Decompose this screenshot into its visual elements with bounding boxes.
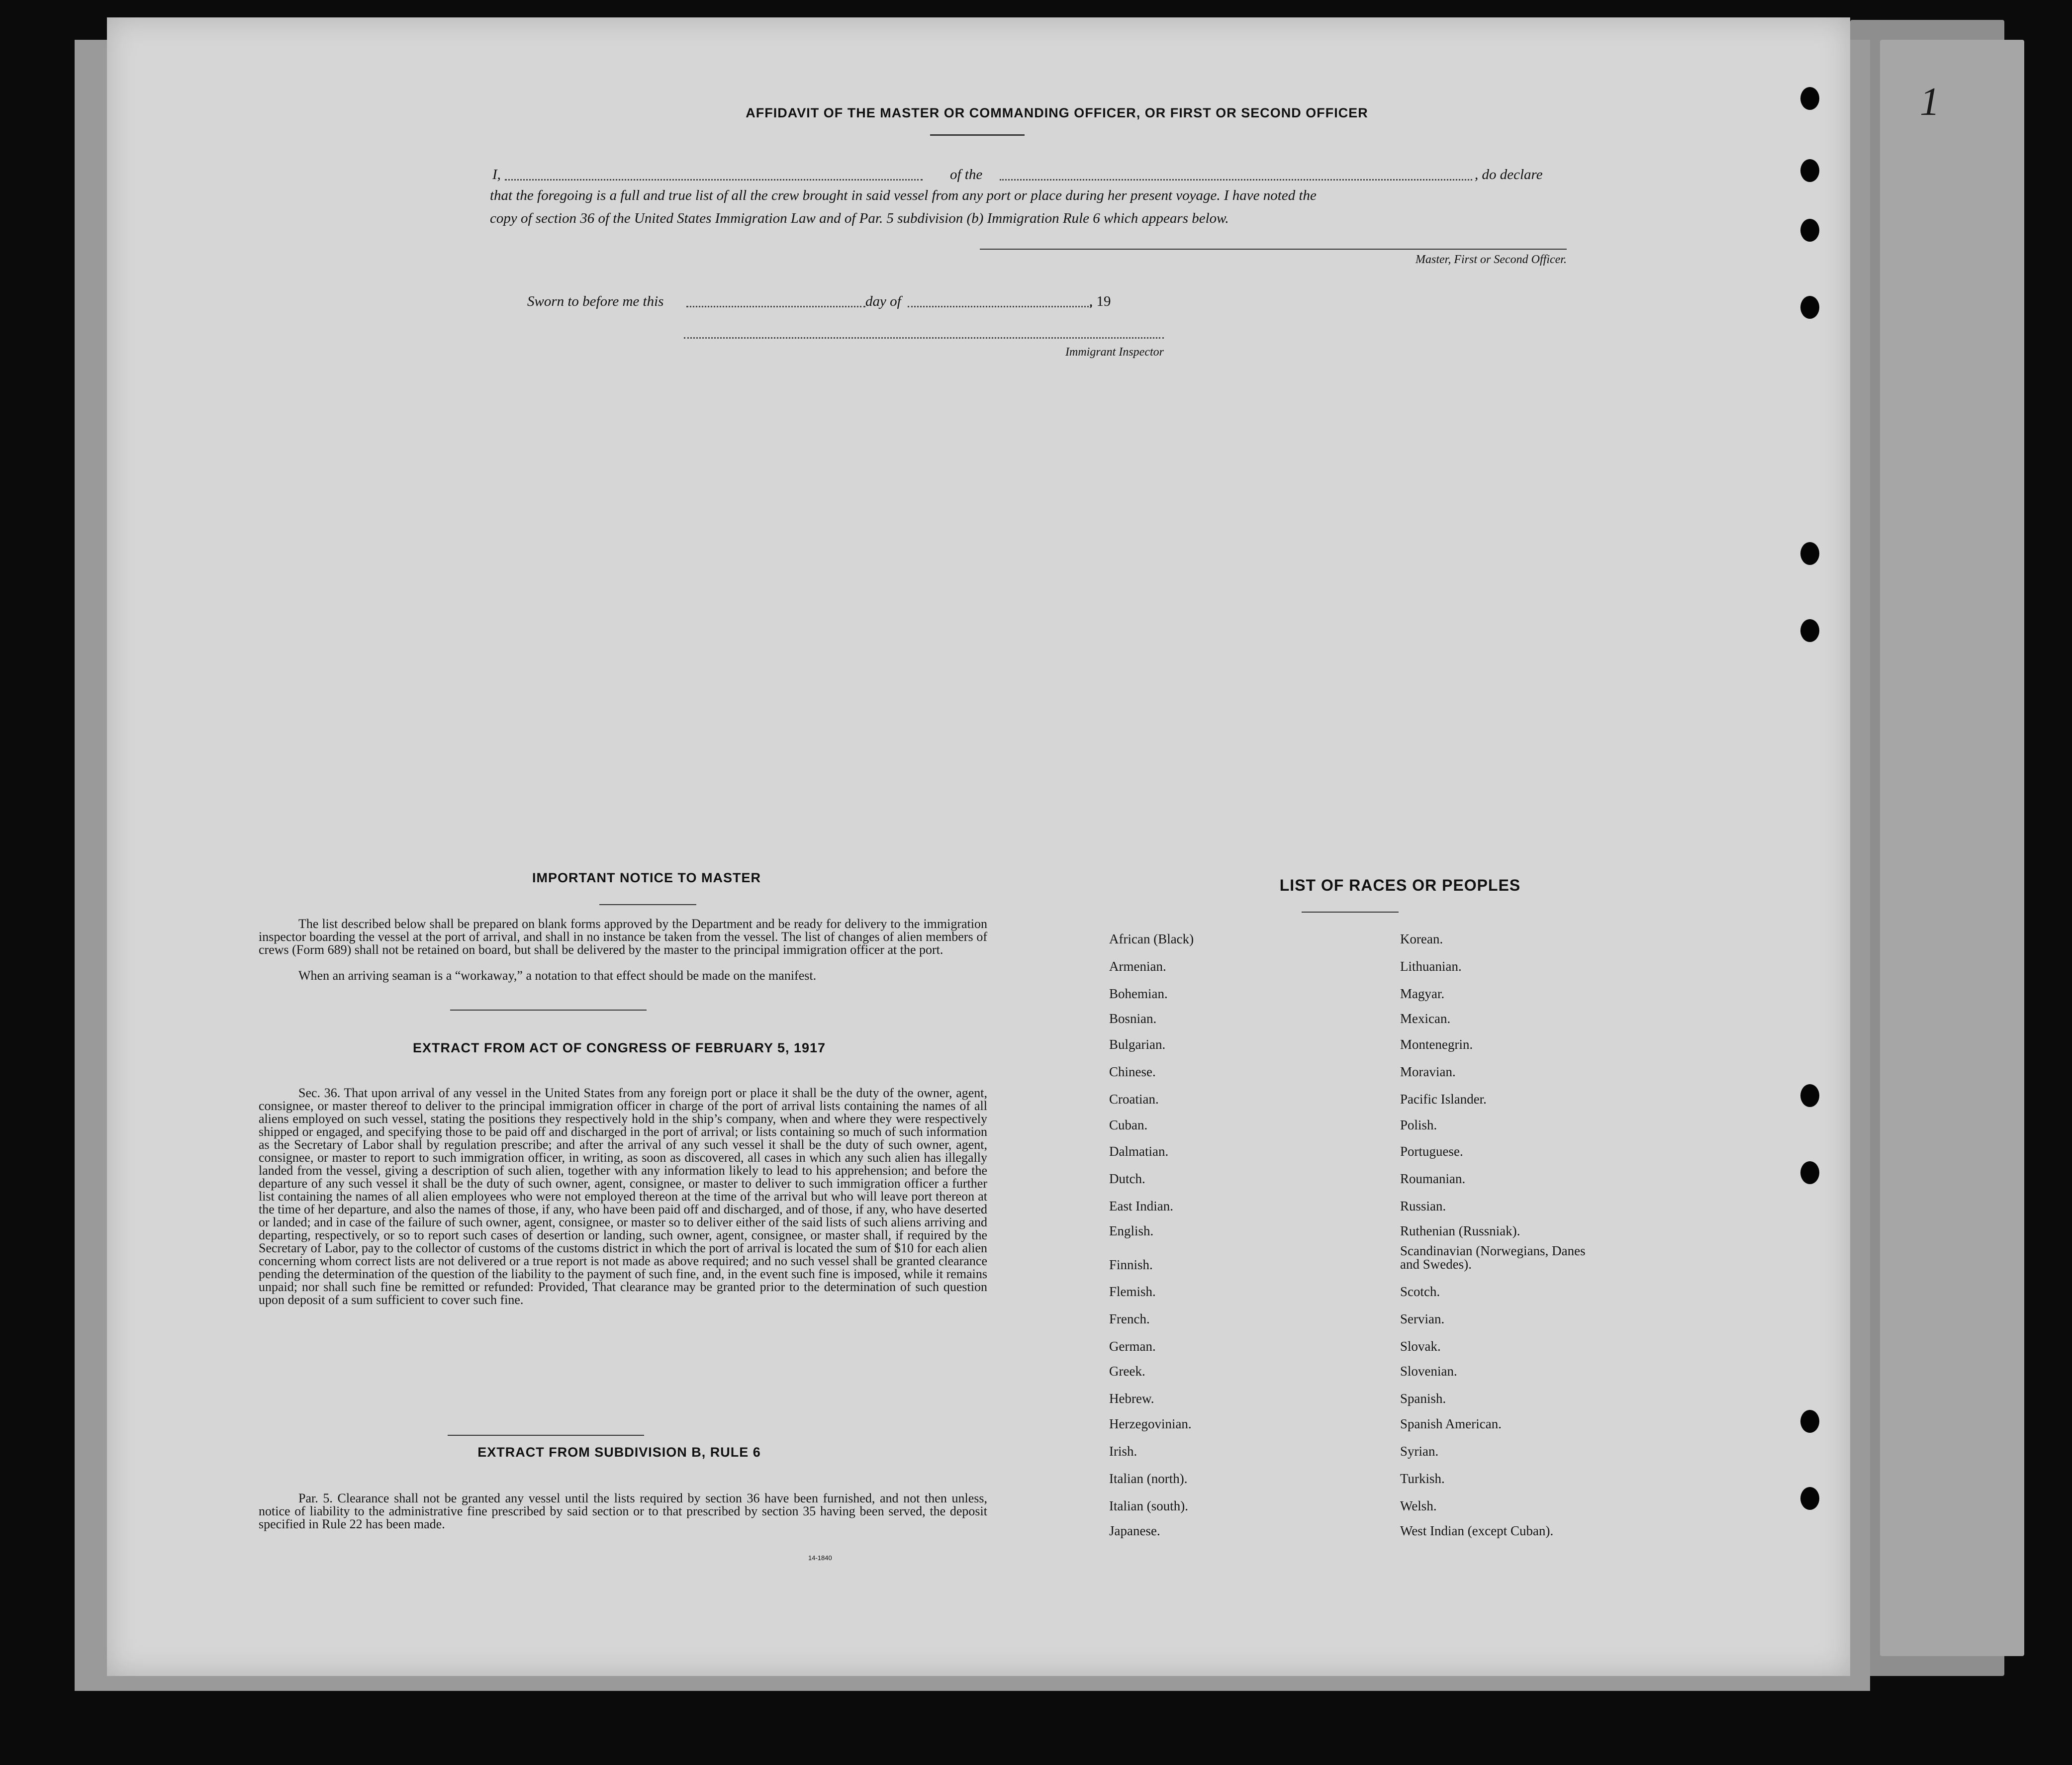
punch-hole — [1800, 87, 1819, 110]
race-item: Lithuanian. — [1400, 959, 1462, 974]
divider — [1302, 912, 1399, 913]
race-item: Roumanian. — [1400, 1171, 1466, 1186]
notice-paragraph-2: When an arriving seaman is a “workaway,” a notation to that effect should be made on the manifest. — [298, 968, 817, 983]
sworn-day-blank[interactable] — [686, 306, 865, 307]
affidavit-i-label: I, — [492, 167, 501, 183]
race-item: Montenegrin. — [1400, 1037, 1473, 1052]
race-item: Greek. — [1109, 1364, 1145, 1379]
race-item: Pacific Islander. — [1400, 1092, 1487, 1107]
race-item: Moravian. — [1400, 1064, 1456, 1079]
race-item: German. — [1109, 1339, 1156, 1354]
race-item: Scandinavian (Norwegians, Danes and Swedes). — [1400, 1243, 1586, 1272]
handwritten-page-number: 1 — [1920, 80, 1940, 124]
race-item: Ruthenian (Russniak). — [1400, 1223, 1520, 1238]
day-of-label: day of — [865, 293, 901, 309]
affidavit-line-2: that the foregoing is a full and true list of all the crew brought in said vessel from any port or place during her present voyage. I have noted the — [490, 187, 1317, 203]
punch-hole — [1800, 542, 1819, 565]
race-item: Herzegovinian. — [1109, 1416, 1192, 1431]
race-item: Polish. — [1400, 1117, 1437, 1132]
race-item: Korean. — [1400, 931, 1443, 946]
race-item: Portuguese. — [1400, 1144, 1463, 1159]
race-item: Slovak. — [1400, 1339, 1441, 1354]
punch-hole — [1800, 219, 1819, 242]
races-title: LIST OF RACES OR PEOPLES — [1279, 876, 1521, 894]
race-item: Armenian. — [1109, 959, 1166, 974]
extract-act-text: Sec. 36. That upon arrival of any vessel in the United States from any foreign port or place it shall be the duty of the owner, agent, consignee, or master thereof to deliver to the principal immigration officer in charge of the port of arrival lists containing the names of all aliens employed on such vessel, stating the positions they respectively hold in the ship’s company, when and where they were respectively shipped or engaged, and specifying those to be paid off and discharged in the port of arrival; or lists containing so much of such information as the Secretary of Labor shall by regulation prescribe; and after the arrival of any such vessel it shall be the duty of such owner, agent, consignee, or master to report to such immigration officer, in writing, as soon as discovered, all cases in which any such alien has illegally landed from the vessel, giving a description of such alien, together with any information likely to lead to his apprehension; and before the departure of any such vessel it shall be the duty of such owner, agent, consignee, or master to deliver to such immigration officer a further list containing the names of all alien employees who were not employed thereon at the time of the arrival but who will leave port thereon at the time of her departure, and also the names of those, if any, who have been paid off and discharged, and of those, if any, who have deserted or landed; and in case of the failure of such owner, agent, consignee, or master so to deliver either of the said lists of such aliens arriving and departing, respectively, or so to report such cases of desertion or landing, such owner, agent, consignee, or master shall, if required by the Secretary of Labor, pay to the collector of customs of the customs district in which the port of arrival is located the sum of $10 for each alien concerning whom correct lists are not delivered or a true report is not made as above required; and no such vessel shall be granted clearance pending the determination of the question of the liability to the payment of such fine, and, in the event such fine is imposed, while it remains unpaid; nor shall such fine be remitted or refunded: Provided, That clearance may be granted prior to the determination of such question upon deposit of a sum sufficient to cover such fine. — [259, 1086, 987, 1307]
punch-hole — [1800, 1487, 1819, 1510]
form-number: 14-1840 — [808, 1554, 832, 1562]
race-item: Russian. — [1400, 1199, 1446, 1213]
master-signature-line[interactable] — [980, 249, 1567, 250]
affidavit-of-label: of the — [950, 167, 983, 183]
race-item: Mexican. — [1400, 1011, 1451, 1026]
race-item: Dalmatian. — [1109, 1144, 1169, 1159]
race-item: Servian. — [1400, 1311, 1445, 1326]
do-declare-text: , do declare — [1475, 167, 1543, 183]
affidavit-title: AFFIDAVIT OF THE MASTER OR COMMANDING OFFICER, OR FIRST OR SECOND OFFICER — [746, 105, 1368, 120]
race-item: Japanese. — [1109, 1523, 1160, 1538]
divider — [448, 1435, 644, 1436]
sworn-month-blank[interactable] — [908, 306, 1092, 307]
race-item: Irish. — [1109, 1444, 1137, 1459]
extract-rule-text: Par. 5. Clearance shall not be granted any vessel until the lists required by section 36 have been furnished, and not then unless, notice of liability to the administrative fine prescribed by said section or to that prescribed by section 35 having been served, the deposit specified in Rule 22 has been made. — [259, 1491, 987, 1531]
punch-hole — [1800, 1084, 1819, 1107]
sworn-label: Sworn to before me this — [527, 293, 664, 309]
race-item: Bosnian. — [1109, 1011, 1157, 1026]
race-item: Bohemian. — [1109, 986, 1168, 1001]
race-item: English. — [1109, 1223, 1154, 1238]
inspector-signature-line[interactable] — [684, 337, 1164, 339]
master-caption: Master, First or Second Officer. — [1415, 253, 1567, 266]
race-item: Croatian. — [1109, 1092, 1159, 1107]
race-item: Slovenian. — [1400, 1364, 1457, 1379]
notice-title: IMPORTANT NOTICE TO MASTER — [532, 870, 761, 885]
race-item: Chinese. — [1109, 1064, 1156, 1079]
affidavit-line-3: copy of section 36 of the United States Immigration Law and of Par. 5 subdivision (b) Immigration Rule 6 which appears below. — [490, 210, 1229, 226]
race-item: Spanish American. — [1400, 1416, 1502, 1431]
background-page — [1880, 40, 2024, 1656]
race-item: Scotch. — [1400, 1284, 1440, 1299]
race-item: Syrian. — [1400, 1444, 1439, 1459]
divider — [930, 134, 1025, 136]
name-blank[interactable] — [505, 179, 923, 181]
divider — [450, 1010, 647, 1011]
notice-paragraph-1: The list described below shall be prepared on blank forms approved by the Department and be ready for delivery to the immigration inspector boarding the vessel at the port of arrival, and shall in no instance be taken from the vessel. The list of changes of alien members of crews (Form 689) shall not be retained on board, but shall be delivered by the master to the principal immigration officer at the port. — [259, 917, 987, 957]
race-item: Italian (north). — [1109, 1471, 1188, 1486]
extract-act-title: EXTRACT FROM ACT OF CONGRESS OF FEBRUARY 5, 1917 — [412, 1040, 826, 1055]
punch-hole — [1800, 619, 1819, 642]
race-item: Hebrew. — [1109, 1391, 1154, 1406]
manifest-page — [107, 17, 1850, 1676]
race-item: Welsh. — [1400, 1498, 1437, 1513]
race-item: French. — [1109, 1311, 1150, 1326]
race-item: Italian (south). — [1109, 1498, 1188, 1513]
divider — [599, 904, 696, 905]
year-label: , 19 — [1089, 293, 1111, 309]
punch-hole — [1800, 1161, 1819, 1184]
race-item: Bulgarian. — [1109, 1037, 1166, 1052]
race-item: Dutch. — [1109, 1171, 1145, 1186]
inspector-caption: Immigrant Inspector — [1065, 346, 1164, 359]
punch-hole — [1800, 1410, 1819, 1433]
race-item: East Indian. — [1109, 1199, 1173, 1213]
race-item: Spanish. — [1400, 1391, 1446, 1406]
race-item: Flemish. — [1109, 1284, 1156, 1299]
race-item: Magyar. — [1400, 986, 1445, 1001]
race-item: African (Black) — [1109, 931, 1194, 946]
vessel-blank[interactable] — [1000, 179, 1472, 181]
extract-rule-title: EXTRACT FROM SUBDIVISION B, RULE 6 — [477, 1445, 761, 1460]
race-item: Cuban. — [1109, 1117, 1148, 1132]
race-item: West Indian (except Cuban). — [1400, 1523, 1554, 1538]
race-item: Turkish. — [1400, 1471, 1445, 1486]
race-item: Finnish. — [1109, 1257, 1153, 1272]
punch-hole — [1800, 159, 1819, 182]
punch-hole — [1800, 296, 1819, 319]
